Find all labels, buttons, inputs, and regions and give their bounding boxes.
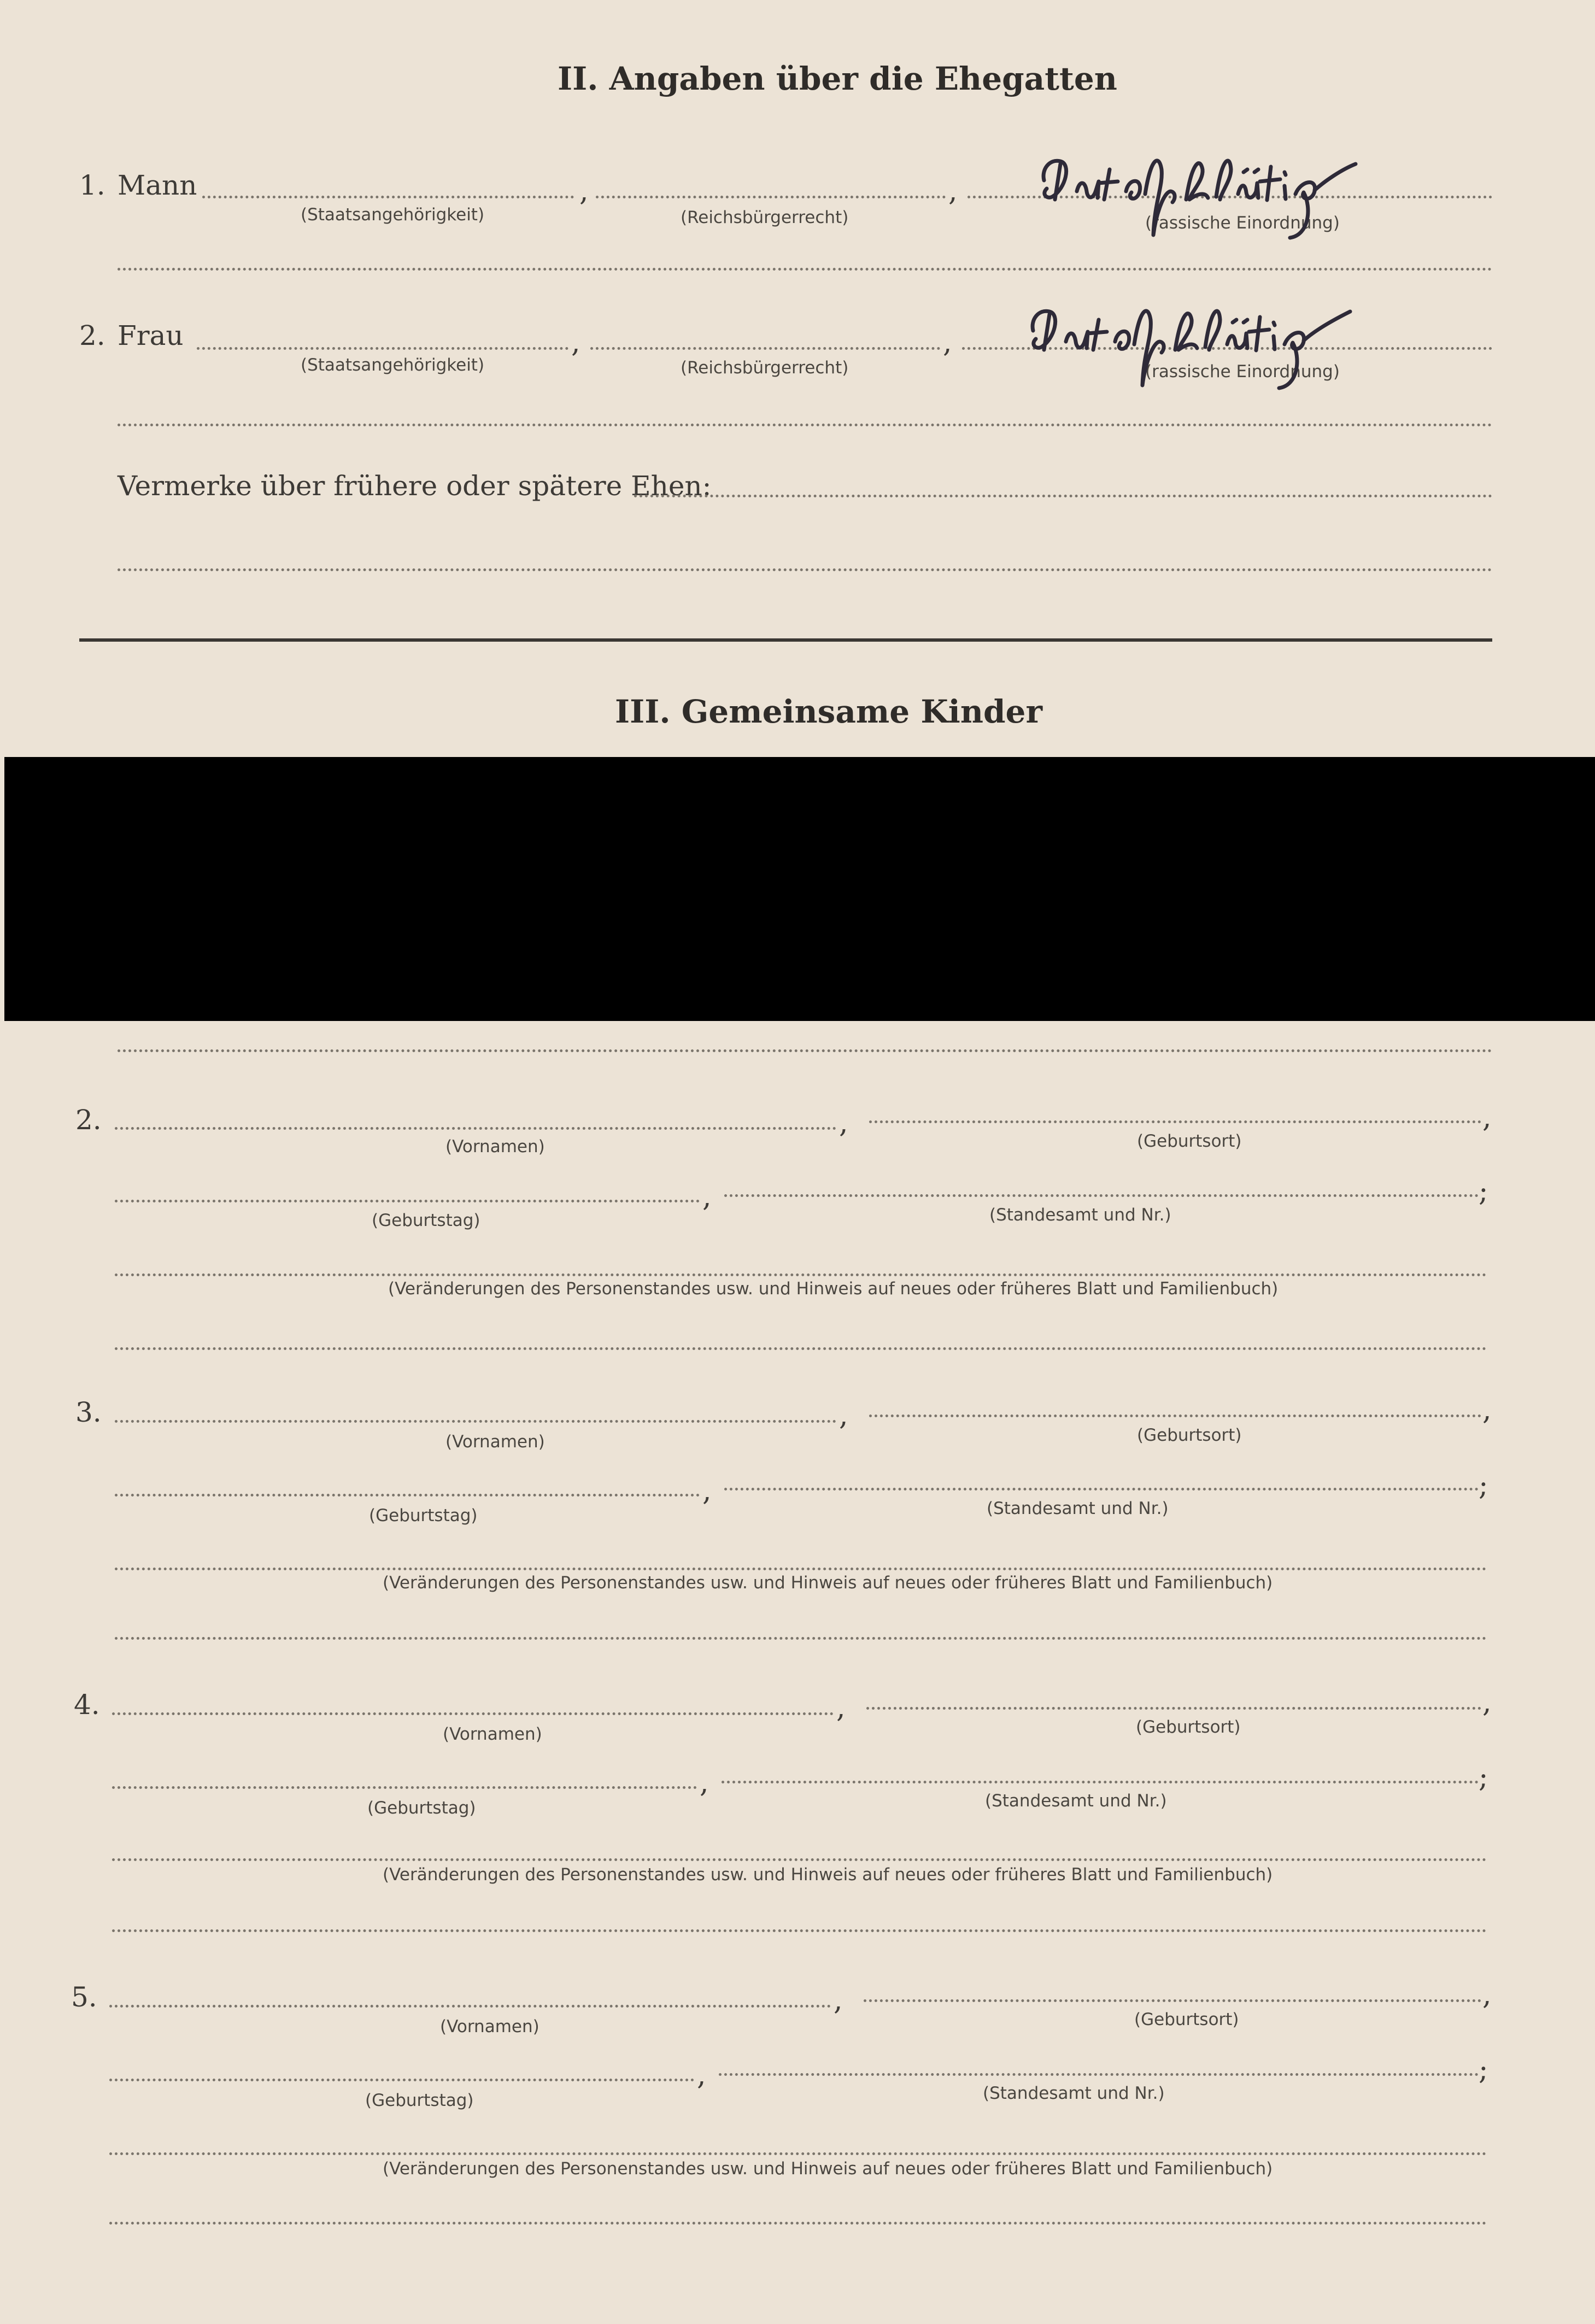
given-names-caption: (Vornamen) [443, 1724, 542, 1744]
husband-extra-line [118, 268, 1492, 271]
wife-extra-line [118, 424, 1492, 426]
child-number: 3. [75, 1396, 102, 1428]
changes-line-2 [109, 2222, 1487, 2225]
reich-citizenship-line [590, 347, 940, 350]
changes-line [112, 1858, 1487, 1861]
comma: , [579, 175, 589, 208]
comma: , [839, 1399, 848, 1432]
given-names-line [109, 2005, 831, 2008]
racial-caption: (rassische Einordnung) [1145, 362, 1340, 382]
child-number: 5. [71, 1981, 97, 2013]
comma: , [702, 1181, 712, 1213]
given-names-caption: (Vornamen) [445, 1137, 545, 1157]
birthplace-caption: (Geburtsort) [1137, 1131, 1242, 1151]
section-heading: II. Angaben über die Ehegatten [558, 60, 1117, 97]
citizenship-line [202, 196, 574, 198]
reich-citizenship-caption: (Reichsbürgerrecht) [681, 208, 849, 227]
birthday-line [115, 1494, 700, 1496]
remarks-label: Vermerke über frühere oder spätere Ehen: [118, 470, 712, 502]
birthday-caption: (Geburtstag) [372, 1211, 480, 1230]
wife-number: 2. [79, 320, 105, 351]
citizenship-caption: (Staatsangehörigkeit) [301, 355, 485, 375]
registry-line [724, 1194, 1479, 1197]
comma: , [836, 1692, 846, 1724]
citizenship-line [197, 347, 568, 350]
changes-caption: (Veränderungen des Personenstandes usw. und Hinweis auf neues oder früheres Blatt und Familienbuch) [383, 2159, 1273, 2179]
changes-caption: (Veränderungen des Personenstandes usw. und Hinweis auf neues oder früheres Blatt und Familienbuch) [383, 1573, 1273, 1593]
comma: , [839, 1107, 848, 1140]
comma: , [700, 1767, 709, 1799]
comma: , [571, 326, 580, 359]
citizenship-caption: (Staatsangehörigkeit) [301, 205, 485, 225]
redaction-bar [4, 757, 1595, 1021]
comma: , [697, 2059, 706, 2092]
child-number: 2. [75, 1104, 102, 1136]
registry-caption: (Standesamt und Nr.) [989, 1205, 1171, 1225]
wife-handwriting-signature [1017, 298, 1410, 391]
child-number: 4. [74, 1689, 100, 1721]
racial-caption: (rassische Einordnung) [1145, 213, 1340, 233]
comma: , [834, 1984, 843, 2017]
given-names-caption: (Vornamen) [445, 1432, 545, 1452]
birthday-caption: (Geburtstag) [365, 2091, 474, 2110]
birthday-line [112, 1786, 697, 1789]
birthplace-line [866, 1707, 1481, 1710]
section-divider [79, 638, 1492, 642]
wife-label: Frau [118, 320, 184, 351]
comma: , [948, 175, 958, 208]
semicolon: ; [1479, 1469, 1488, 1502]
changes-caption: (Veränderungen des Personenstandes usw. und Hinweis auf neues oder früheres Blatt und Familienbuch) [383, 1865, 1273, 1885]
changes-line [118, 1049, 1492, 1052]
semicolon: ; [1479, 1761, 1488, 1794]
registry-caption: (Standesamt und Nr.) [983, 2084, 1165, 2103]
reich-citizenship-line [596, 196, 946, 198]
registry-line [719, 2073, 1479, 2076]
husband-number: 1. [79, 169, 105, 201]
comma: , [1482, 1979, 1492, 2011]
comma: , [1482, 1101, 1492, 1134]
comma: , [1482, 1686, 1492, 1719]
comma: , [702, 1475, 712, 1507]
section-heading: III. Gemeinsame Kinder [615, 693, 1043, 730]
husband-handwriting-signature [1028, 148, 1410, 240]
husband-label: Mann [118, 169, 197, 201]
given-names-line [115, 1420, 836, 1423]
birthday-caption: (Geburtstag) [369, 1506, 478, 1525]
semicolon: ; [1479, 2053, 1488, 2086]
comma: , [1482, 1394, 1492, 1427]
remarks-line [634, 495, 1492, 497]
given-names-line [115, 1127, 836, 1130]
birthplace-caption: (Geburtsort) [1134, 2010, 1239, 2029]
registry-caption: (Standesamt und Nr.) [985, 1791, 1167, 1811]
semicolon: ; [1479, 1175, 1488, 1208]
changes-line-2 [112, 1929, 1487, 1932]
changes-line [115, 1273, 1487, 1276]
birthday-line [109, 2079, 694, 2081]
changes-line [115, 1568, 1487, 1570]
reich-citizenship-caption: (Reichsbürgerrecht) [681, 358, 849, 378]
registry-caption: (Standesamt und Nr.) [987, 1499, 1169, 1518]
birthplace-line [869, 1120, 1481, 1123]
birthplace-line [864, 1999, 1481, 2002]
birthplace-caption: (Geburtsort) [1136, 1717, 1241, 1737]
birthday-caption: (Geburtstag) [367, 1798, 476, 1818]
registry-line [724, 1488, 1479, 1490]
changes-caption: (Veränderungen des Personenstandes usw. und Hinweis auf neues oder früheres Blatt und Familienbuch) [388, 1279, 1279, 1299]
changes-line [109, 2152, 1487, 2155]
changes-line-2 [115, 1637, 1487, 1640]
birthplace-line [869, 1415, 1481, 1417]
comma: , [943, 326, 952, 359]
birthday-line [115, 1200, 700, 1202]
given-names-caption: (Vornamen) [440, 2017, 540, 2037]
birthplace-caption: (Geburtsort) [1137, 1425, 1242, 1445]
given-names-line [112, 1712, 834, 1715]
remarks-line-2 [118, 568, 1492, 571]
registry-line [722, 1781, 1479, 1783]
changes-line-2 [115, 1347, 1487, 1350]
